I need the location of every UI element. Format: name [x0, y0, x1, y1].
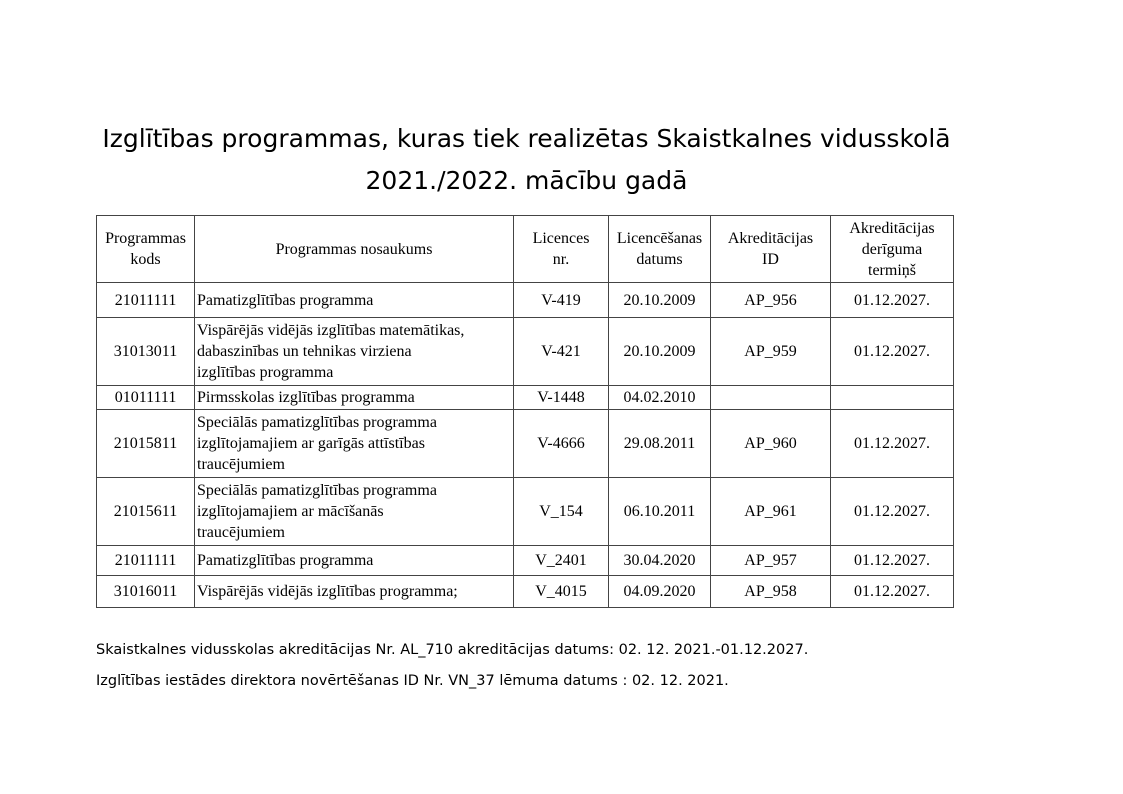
- cell-license-number: V-419: [514, 283, 609, 318]
- cell-program-name: [195, 576, 514, 608]
- program-name-line: izglītojamajiem ar mācīšanās: [197, 503, 384, 520]
- table-row: [97, 283, 954, 318]
- cell-program-code: 21011111: [97, 283, 195, 318]
- cell-accreditation-validity: 01.12.2027.: [831, 283, 954, 318]
- cell-program-code: 21015811: [97, 410, 195, 478]
- cell-accreditation-id: AP_961: [711, 478, 831, 546]
- table-row: [97, 546, 954, 576]
- program-name-line: Pamatizglītības programma: [197, 552, 374, 569]
- header-program-code: Programmas kods: [97, 216, 195, 283]
- program-name-line: Vispārējās vidējās izglītības matemātikas,: [197, 322, 465, 339]
- cell-accreditation-validity: [831, 386, 954, 410]
- program-name-line: Vispārējās vidējās izglītības programma;: [197, 583, 458, 600]
- cell-accreditation-validity: 01.12.2027.: [831, 410, 954, 478]
- cell-accreditation-id: AP_958: [711, 576, 831, 608]
- program-name-line: Pirmsskolas izglītības programma: [197, 389, 415, 406]
- cell-program-code: 31013011: [97, 318, 195, 386]
- program-name-line: Pamatizglītības programma: [197, 291, 374, 309]
- table-header-row: [97, 216, 954, 283]
- table-row: [97, 478, 954, 546]
- cell-license-number: V-4666: [514, 410, 609, 478]
- cell-program-name: [195, 386, 514, 410]
- program-name-line: izglītības programma: [197, 364, 334, 381]
- cell-program-name: [195, 546, 514, 576]
- table-row: [97, 410, 954, 478]
- programs-table: [96, 215, 954, 608]
- cell-program-code: 21015611: [97, 478, 195, 546]
- title-line-1: Izglītības programmas, kuras tiek realizētas Skaistkalnes vidusskolā: [102, 124, 951, 153]
- cell-accreditation-validity: 01.12.2027.: [831, 546, 954, 576]
- program-name-line: Speciālās pamatizglītības programma: [197, 482, 437, 499]
- cell-license-number: V_154: [514, 478, 609, 546]
- cell-license-date: 04.09.2020: [609, 576, 711, 608]
- table-row: [97, 576, 954, 608]
- cell-license-number: V-1448: [514, 386, 609, 410]
- program-name-line: izglītojamajiem ar garīgās attīstības: [197, 435, 425, 452]
- accreditation-note: Skaistkalnes vidusskolas akreditācijas Nr. AL_710 akreditācijas datums: 02. 12. 2021.-01.12.2027.: [96, 642, 809, 658]
- cell-program-name: [195, 410, 514, 478]
- program-name-line: Speciālās pamatizglītības programma: [197, 414, 437, 431]
- document-title: [96, 118, 957, 202]
- cell-accreditation-id: [711, 386, 831, 410]
- cell-license-date: 06.10.2011: [609, 478, 711, 546]
- header-accreditation-id: Akreditācijas ID: [711, 216, 831, 283]
- cell-license-date: 20.10.2009: [609, 318, 711, 386]
- program-name-line: traucējumiem: [197, 524, 285, 541]
- cell-accreditation-validity: 01.12.2027.: [831, 478, 954, 546]
- cell-program-code: 31016011: [97, 576, 195, 608]
- cell-license-number: V_4015: [514, 576, 609, 608]
- cell-program-code: 01011111: [97, 386, 195, 410]
- header-program-name: Programmas nosaukums: [195, 216, 514, 283]
- cell-accreditation-id: AP_957: [711, 546, 831, 576]
- director-note: Izglītības iestādes direktora novērtēšanas ID Nr. VN_37 lēmuma datums : 02. 12. 2021.: [96, 673, 729, 689]
- cell-program-name: [195, 478, 514, 546]
- program-name-line: traucējumiem: [197, 456, 285, 473]
- cell-program-name: [195, 283, 514, 318]
- cell-accreditation-validity: 01.12.2027.: [831, 318, 954, 386]
- cell-accreditation-id: AP_956: [711, 283, 831, 318]
- cell-license-date: 30.04.2020: [609, 546, 711, 576]
- notes: [96, 642, 808, 689]
- table-row: [97, 386, 954, 410]
- cell-program-name: [195, 318, 514, 386]
- table-body: [97, 283, 954, 608]
- cell-accreditation-id: AP_959: [711, 318, 831, 386]
- cell-license-number: V-421: [514, 318, 609, 386]
- program-name-line: dabaszinības un tehnikas virziena: [197, 343, 412, 360]
- table-row: [97, 318, 954, 386]
- cell-accreditation-validity: 01.12.2027.: [831, 576, 954, 608]
- title-line-2: 2021./2022. mācību gadā: [365, 166, 688, 195]
- cell-accreditation-id: AP_960: [711, 410, 831, 478]
- cell-license-date: 29.08.2011: [609, 410, 711, 478]
- header-license-number: Licences nr.: [514, 216, 609, 283]
- header-accreditation-validity: Akreditācijas derīguma termiņš: [831, 216, 954, 283]
- header-license-date: Licencēšanas datums: [609, 216, 711, 283]
- cell-program-code: 21011111: [97, 546, 195, 576]
- cell-license-date: 20.10.2009: [609, 283, 711, 318]
- cell-license-date: 04.02.2010: [609, 386, 711, 410]
- cell-license-number: V_2401: [514, 546, 609, 576]
